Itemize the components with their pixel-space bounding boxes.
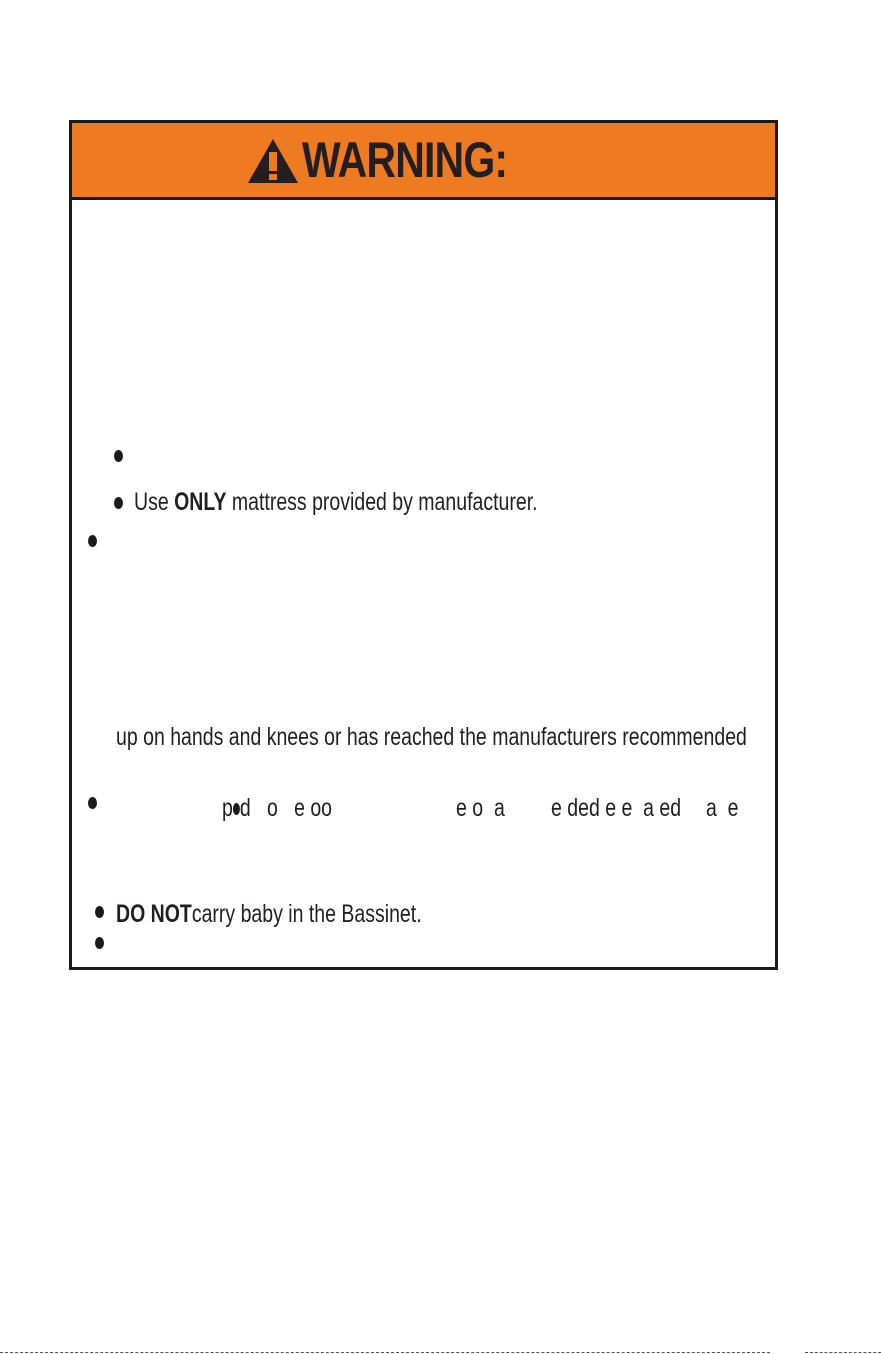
- mattress-line: Use ONLY mattress provided by manufacturer.: [134, 488, 538, 516]
- bullet-6: [95, 937, 104, 949]
- garbled-line: p d o e oo: [222, 794, 333, 822]
- bullet-2: [114, 497, 123, 509]
- carry-line: DO NOTcarry baby in the Bassinet.: [116, 900, 422, 928]
- bullet-4: [88, 797, 97, 809]
- warning-triangle-icon: [246, 137, 300, 185]
- inline-bullet: [233, 803, 240, 815]
- bullet-3: [88, 535, 97, 547]
- hands-knees-line: up on hands and knees or has reached the manufacturers recommended: [116, 723, 747, 751]
- warning-header: [72, 123, 775, 200]
- bullet-1: [114, 450, 123, 462]
- warning-panel: [69, 120, 778, 970]
- bullet-5: [95, 906, 104, 918]
- garbled-line-3: e ded e e a ed: [551, 794, 682, 822]
- warning-title: WARNING:: [301, 132, 507, 188]
- garbled-line-2: e o a: [456, 794, 505, 822]
- garbled-line-4: a e: [706, 794, 739, 822]
